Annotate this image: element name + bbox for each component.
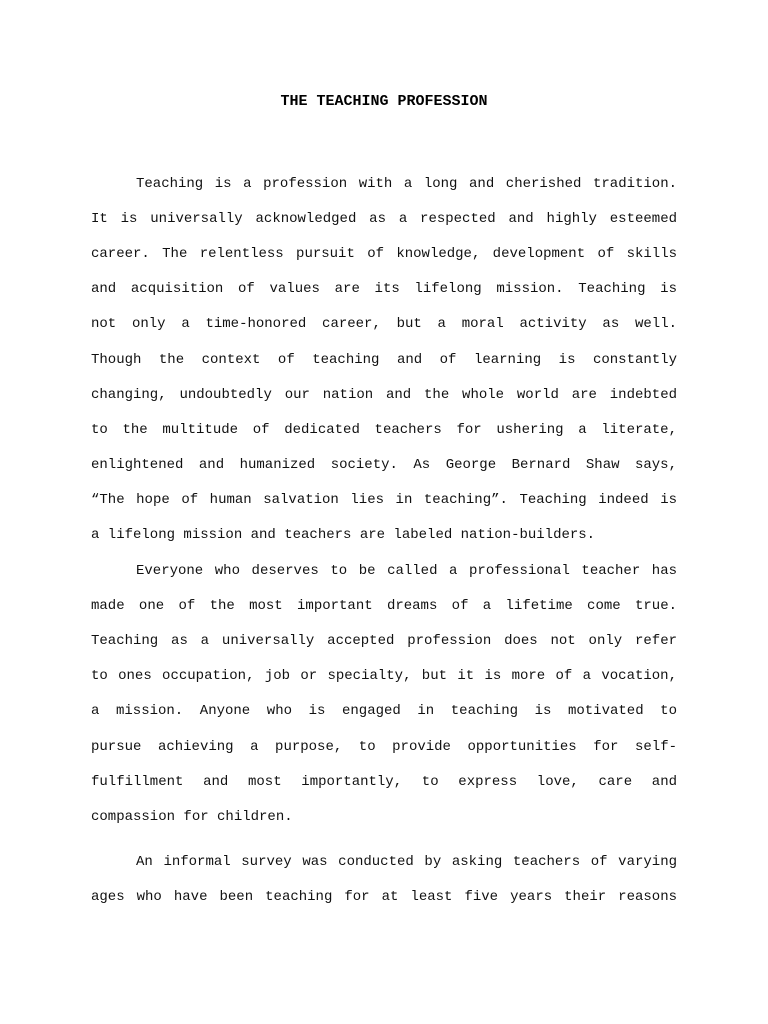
paragraph-2-line-1: Everyone who deserves to be called a professional teacher has bbox=[136, 563, 677, 579]
paragraph-2-line-2: made one of the most important dreams of a lifetime come true. bbox=[91, 598, 677, 614]
paragraph-3-line-2: ages who have been teaching for at least five years their reasons bbox=[91, 889, 677, 905]
paragraph-1-line-1: Teaching is a profession with a long and cherished tradition. bbox=[136, 176, 677, 192]
paragraph-2-line-5: a mission. Anyone who is engaged in teaching is motivated to bbox=[91, 703, 677, 719]
paragraph-1-line-8: to the multitude of dedicated teachers for ushering a literate, bbox=[91, 422, 677, 438]
document-title: THE TEACHING PROFESSION bbox=[280, 93, 488, 110]
paragraph-2-line-4: to ones occupation, job or specialty, but it is more of a vocation, bbox=[91, 668, 677, 684]
paragraph-2-line-8: compassion for children. bbox=[91, 809, 293, 825]
paragraph-1-line-4: and acquisition of values are its lifelong mission. Teaching is bbox=[91, 281, 677, 297]
paragraph-1-line-7: changing, undoubtedly our nation and the whole world are indebted bbox=[91, 387, 677, 403]
paragraph-1-line-11: a lifelong mission and teachers are labeled nation-builders. bbox=[91, 527, 596, 543]
paragraph-2-line-7: fulfillment and most importantly, to express love, care and bbox=[91, 774, 677, 790]
paragraph-1-line-6: Though the context of teaching and of learning is constantly bbox=[91, 352, 677, 368]
paragraph-1-line-3: career. The relentless pursuit of knowledge, development of skills bbox=[91, 246, 677, 262]
paragraph-2-line-3: Teaching as a universally accepted profession does not only refer bbox=[91, 633, 677, 649]
paragraph-1-line-10: “The hope of human salvation lies in teaching”. Teaching indeed is bbox=[91, 492, 677, 508]
paragraph-1-line-9: enlightened and humanized society. As George Bernard Shaw says, bbox=[91, 457, 677, 473]
paragraph-2-line-6: pursue achieving a purpose, to provide opportunities for self- bbox=[91, 739, 677, 755]
paragraph-1-line-2: It is universally acknowledged as a respected and highly esteemed bbox=[91, 211, 677, 227]
paragraph-3-line-1: An informal survey was conducted by asking teachers of varying bbox=[136, 854, 677, 870]
paragraph-1-line-5: not only a time-honored career, but a moral activity as well. bbox=[91, 316, 677, 332]
